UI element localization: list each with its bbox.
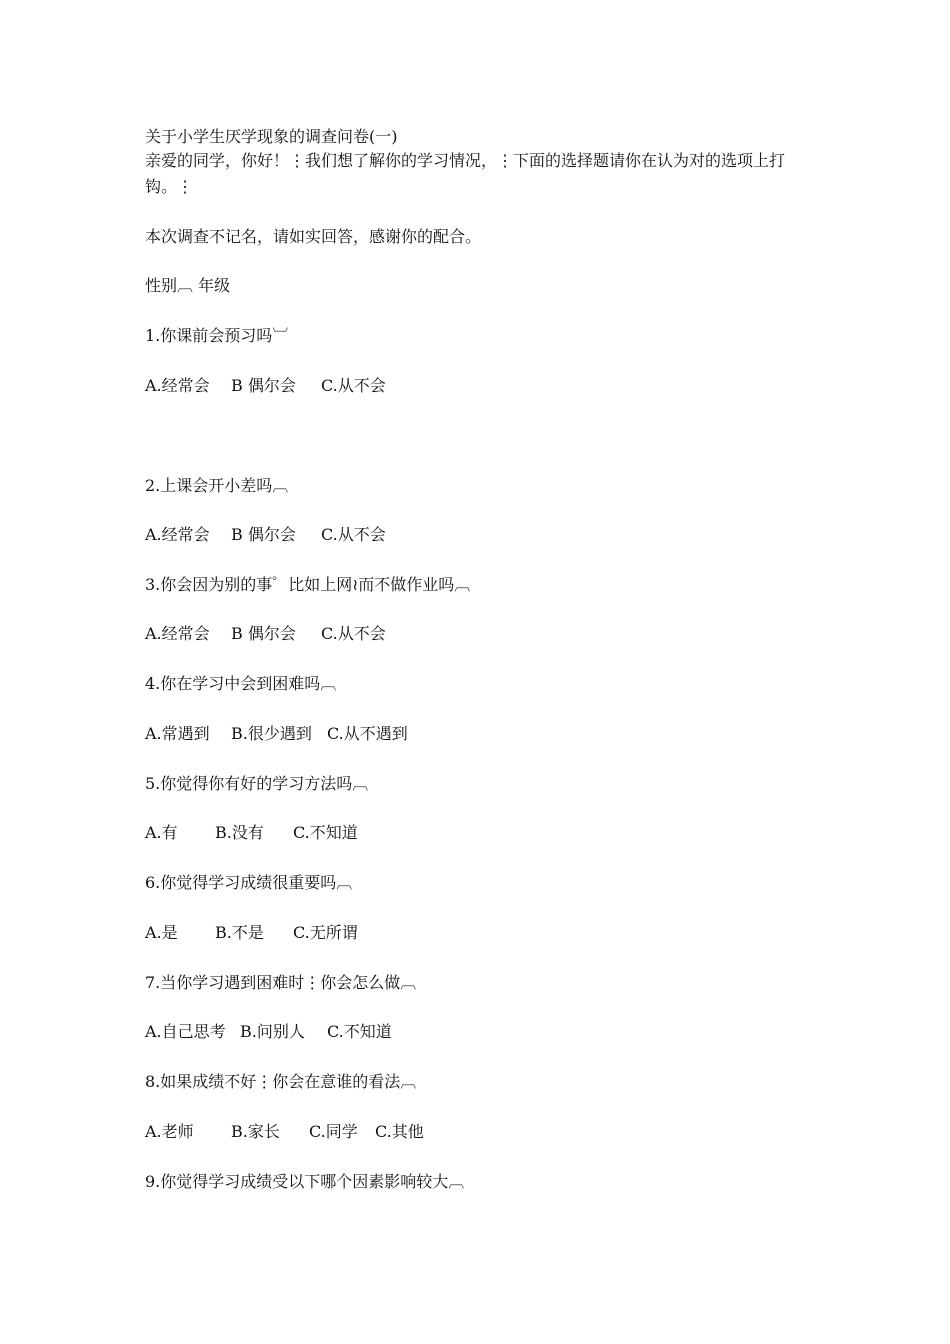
option-a: A.经常会: [145, 376, 210, 395]
option-b: B 偶尔会: [231, 376, 296, 395]
option-c: C.同学: [309, 1122, 358, 1141]
option-c: C.从不遇到: [327, 724, 408, 743]
option-b: B.没有: [215, 823, 264, 842]
option-b: B 偶尔会: [231, 624, 296, 643]
options-2: [145, 524, 386, 546]
option-b: B.家长: [231, 1122, 280, 1141]
option-c: C.从不会: [321, 376, 386, 395]
option-a: A.是: [145, 923, 178, 942]
question-9: 9.你觉得学习成绩受以下哪个因素影响较大︹: [145, 1172, 465, 1191]
question-3: 3.你会因为别的事゜比如上网≀而不做作业吗︹: [145, 575, 471, 594]
option-a: A.经常会: [145, 525, 210, 544]
options-3: [145, 623, 386, 645]
option-a: A.经常会: [145, 624, 210, 643]
option-b: B 偶尔会: [231, 525, 296, 544]
option-d: C.其他: [375, 1122, 424, 1141]
option-c: C.无所谓: [293, 923, 358, 942]
option-b: B.很少遇到: [231, 724, 312, 743]
option-c: C.从不会: [321, 525, 386, 544]
options-4: [145, 723, 408, 745]
question-7: 7.当你学习遇到困难时⋮你会怎么做︹: [145, 973, 417, 992]
info-line: 性别︹ 年级: [145, 276, 231, 295]
notice-paragraph: 本次调查不记名，请如实回答，感谢你的配合。: [145, 227, 482, 246]
option-a: A.有: [145, 823, 178, 842]
question-1: 1.你课前会预习吗︺: [145, 326, 289, 345]
option-a: A.自己思考: [145, 1022, 226, 1041]
option-c: C.不知道: [293, 823, 358, 842]
question-2: 2.上课会开小差吗︹: [145, 476, 289, 495]
option-b: B.问别人: [240, 1022, 305, 1041]
options-5: [145, 822, 358, 844]
question-4: 4.你在学习中会到困难吗︹: [145, 674, 337, 693]
options-1: [145, 375, 386, 397]
option-c: C.从不会: [321, 624, 386, 643]
question-8: 8.如果成绩不好⋮你会在意谁的看法︹: [145, 1072, 417, 1091]
option-a: A.老师: [145, 1122, 194, 1141]
option-c: C.不知道: [327, 1022, 392, 1041]
options-6: [145, 922, 358, 944]
question-5: 5.你觉得你有好的学习方法吗︹: [145, 774, 369, 793]
question-6: 6.你觉得学习成绩很重要吗︹: [145, 873, 353, 892]
options-7: [145, 1021, 392, 1043]
option-b: B.不是: [215, 923, 264, 942]
document-title: 关于小学生厌学现象的调查问卷(一): [145, 127, 398, 146]
greeting-paragraph: 亲爱的同学，你好！⋮我们想了解你的学习情况，⋮下面的选择题请你在认为对的选项上打钩。⋮: [145, 151, 786, 196]
option-a: A.常遇到: [145, 724, 210, 743]
options-8: [145, 1121, 424, 1143]
